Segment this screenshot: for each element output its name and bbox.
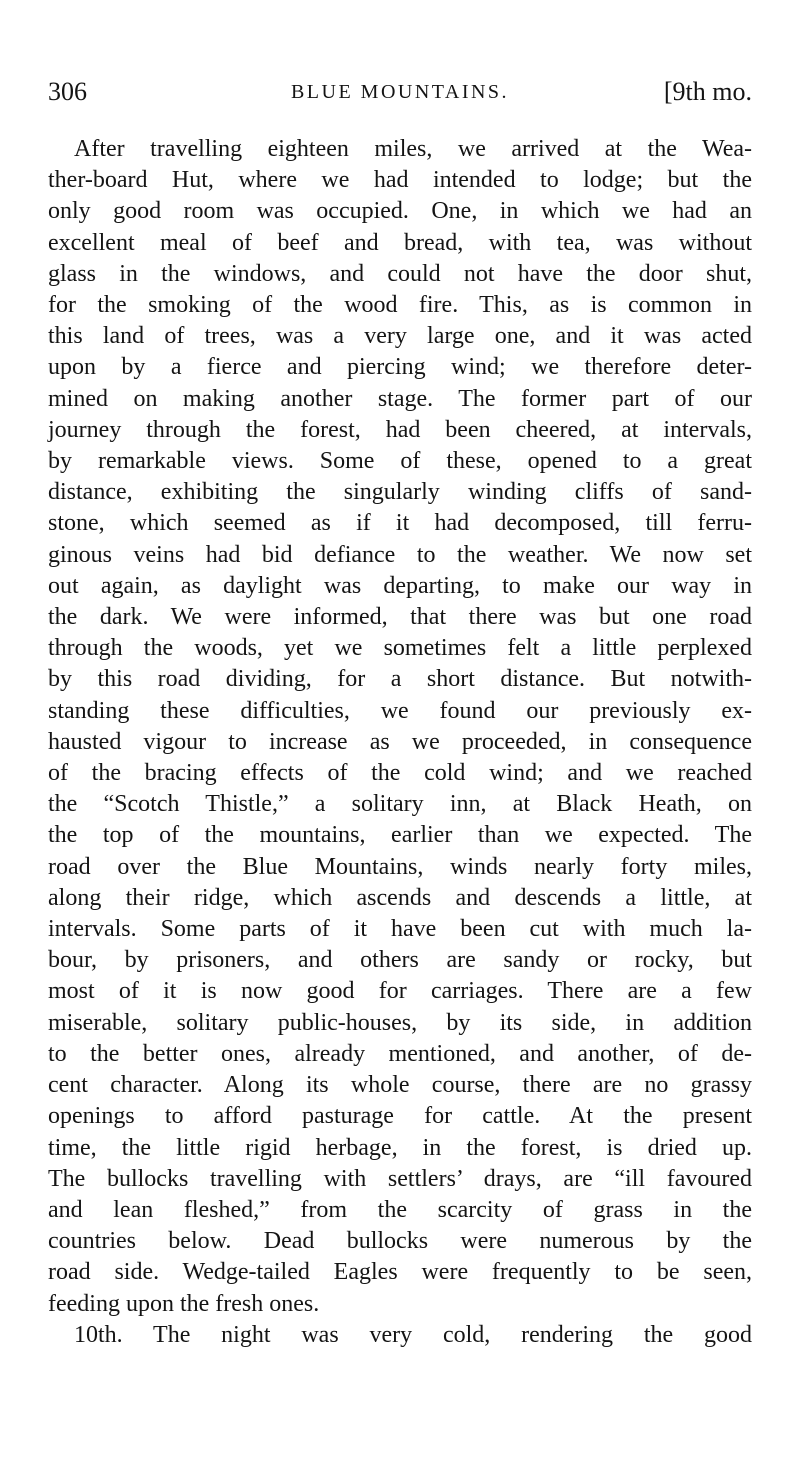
text-line: the top of the mountains, earlier than we expected. The [48, 822, 752, 849]
running-title: BLUE MOUNTAINS. [290, 81, 510, 103]
text-line: of the bracing effects of the cold wind; and we reached [48, 760, 752, 787]
text-line: excellent meal of beef and bread, with tea, was without [48, 229, 752, 256]
text-line: After travelling eighteen miles, we arrived at the Wea- [74, 136, 752, 162]
text-line: time, the little rigid herbage, in the forest, is dried up. [48, 1134, 752, 1161]
text-line: bour, by prisoners, and others are sandy or rocky, but [48, 947, 752, 974]
running-head [48, 72, 752, 112]
text-line: feeding upon the fresh ones. [48, 1290, 320, 1317]
text-line: journey through the forest, had been cheered, at intervals, [48, 416, 752, 443]
text-line: The bullocks travelling with settlers’ drays, are “ill favoured [48, 1165, 752, 1192]
text-line: road side. Wedge-tailed Eagles were frequently to be seen, [48, 1259, 752, 1286]
text-line: and lean fleshed,” from the scarcity of grass in the [48, 1196, 752, 1223]
book-page [48, 72, 752, 1351]
text-line: by this road dividing, for a short distance. But notwith- [48, 666, 752, 693]
text-line: out again, as daylight was departing, to make our way in [48, 572, 752, 599]
text-line: this land of trees, was a very large one, and it was acted [48, 323, 752, 350]
page-number: 306 [48, 77, 87, 106]
text-line: openings to afford pasturage for cattle. At the present [48, 1103, 752, 1130]
text-line: along their ridge, which ascends and descends a little, at [48, 884, 752, 911]
text-line: miserable, solitary public-houses, by its side, in addition [48, 1009, 752, 1036]
text-line: by remarkable views. Some of these, opened to a great [48, 448, 752, 475]
text-line: ther-board Hut, where we had intended to lodge; but the [48, 167, 752, 194]
text-line: the dark. We were informed, that there was but one road [48, 604, 752, 631]
text-line: mined on making another stage. The former part of our [48, 385, 752, 412]
text-line: distance, exhibiting the singularly winding cliffs of sand- [48, 479, 752, 506]
paragraph [48, 134, 752, 1320]
body-text [48, 134, 752, 1351]
text-line: road over the Blue Mountains, winds nearly forty miles, [48, 853, 752, 880]
text-line: upon by a fierce and piercing wind; we therefore deter- [48, 354, 752, 381]
text-line: standing these difficulties, we found our previously ex- [48, 697, 752, 724]
text-line: through the woods, yet we sometimes felt a little perplexed [48, 635, 752, 662]
text-line: ginous veins had bid defiance to the weather. We now set [48, 541, 752, 568]
text-line: intervals. Some parts of it have been cut with much la- [48, 916, 752, 943]
text-line: to the better ones, already mentioned, and another, of de- [48, 1040, 752, 1067]
paragraph [48, 1320, 752, 1351]
text-line: only good room was occupied. One, in which we had an [48, 198, 752, 225]
text-line: the “Scotch Thistle,” a solitary inn, at Black Heath, on [48, 791, 752, 818]
text-line: 10th. The night was very cold, rendering the good [74, 1321, 752, 1348]
date-marker: [9th mo. [663, 77, 752, 106]
text-line: most of it is now good for carriages. There are a few [48, 978, 752, 1005]
text-line: hausted vigour to increase as we proceeded, in consequence [48, 728, 752, 755]
text-line: countries below. Dead bullocks were numerous by the [48, 1228, 752, 1255]
text-line: stone, which seemed as if it had decomposed, till ferru- [48, 510, 752, 537]
text-line: for the smoking of the wood fire. This, as is common in [48, 292, 752, 319]
text-line: cent character. Along its whole course, there are no grassy [48, 1072, 752, 1099]
text-line: glass in the windows, and could not have the door shut, [48, 260, 752, 287]
